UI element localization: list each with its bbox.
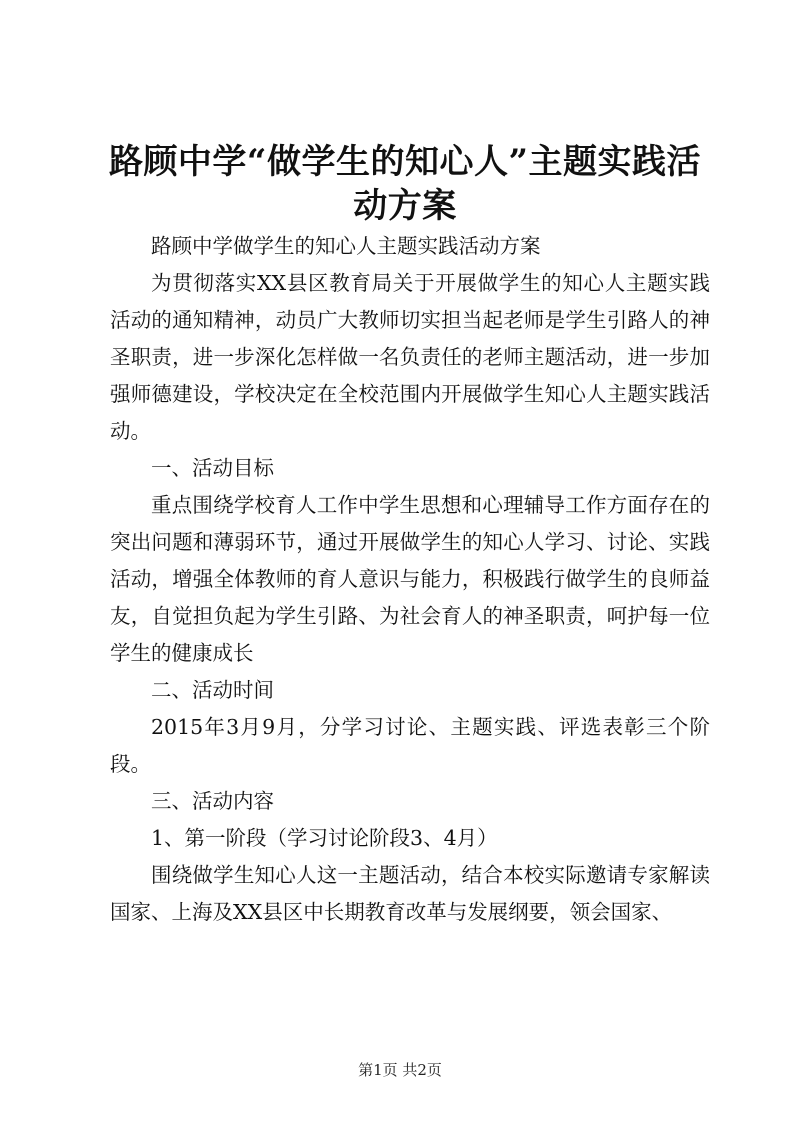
- intro-paragraph: 为贯彻落实XX县区教育局关于开展做学生的知心人主题实践活动的通知精神，动员广大教师切实担当起老师是学生引路人的神圣职责，进一步深化怎样做一名负责任的老师主题活动，进一步加强师德建设，学校决定在全校范围内开展做学生知心人主题实践活动。: [110, 271, 710, 443]
- section-heading-time: 二、活动时间: [151, 678, 274, 702]
- page-number-footer: 第1页 共2页: [358, 1061, 442, 1079]
- document-title: 路顾中学“做学生的知心人”主题实践活动方案: [108, 142, 702, 226]
- document-body: [110, 228, 710, 931]
- subtitle-paragraph: 路顾中学做学生的知心人主题实践活动方案: [151, 234, 541, 258]
- goals-paragraph: 重点围绕学校育人工作中学生思想和心理辅导工作方面存在的突出问题和薄弱环节，通过开展做学生的知心人学习、讨论、实践活动，增强全体教师的育人意识与能力，积极践行做学生的良师益友，自觉担负起为学生引路、为社会育人的神圣职责，呵护每一位学生的健康成长: [110, 493, 710, 665]
- section-heading-goals: 一、活动目标: [151, 456, 274, 480]
- section-heading-content: 三、活动内容: [151, 789, 274, 813]
- subsection-heading-stage-one: 1、第一阶段（学习讨论阶段3、4月）: [151, 826, 498, 850]
- time-paragraph: 2015年3月9月，分学习讨论、主题实践、评选表彰三个阶段。: [110, 715, 710, 776]
- stage-one-paragraph: 围绕做学生知心人这一主题活动，结合本校实际邀请专家解读国家、上海及XX县区中长期教育改革与发展纲要，领会国家、: [110, 863, 710, 924]
